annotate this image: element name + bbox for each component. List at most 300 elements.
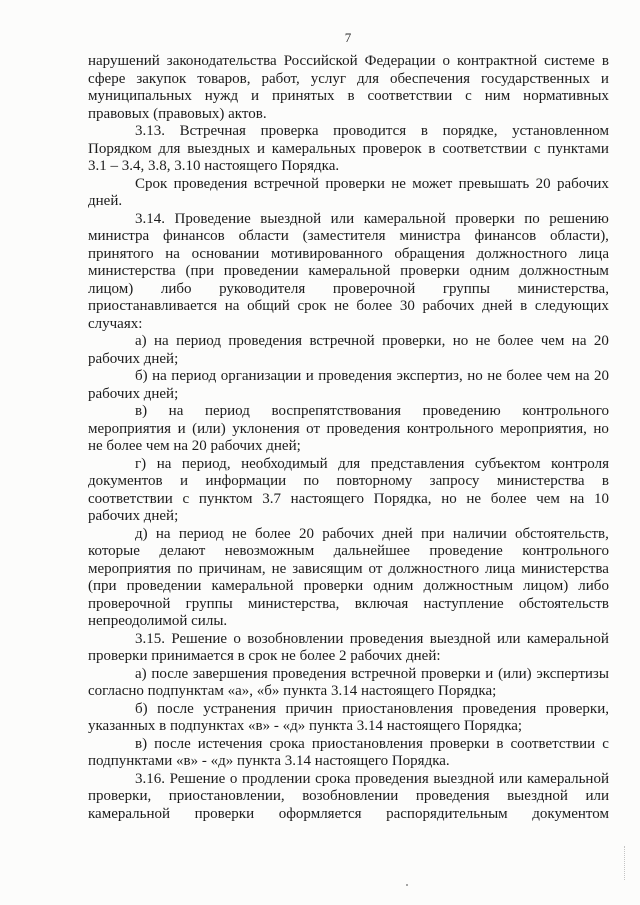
text-line: не более чем на 20 рабочих дней; xyxy=(88,438,301,454)
word: лица xyxy=(485,560,516,577)
word: камеральной xyxy=(526,770,609,787)
paragraph-3-15 xyxy=(88,631,609,666)
word: 20 xyxy=(535,175,551,192)
word: обращения xyxy=(394,245,465,262)
word: после xyxy=(157,700,194,717)
word: экспертизы xyxy=(536,665,609,682)
word: одним xyxy=(373,578,414,594)
word: (заместителя xyxy=(302,228,386,244)
word: на xyxy=(152,368,167,384)
word: по xyxy=(177,560,193,577)
word: проверки, xyxy=(88,788,152,804)
word: период xyxy=(204,403,250,419)
text-line: случаях: xyxy=(88,315,143,332)
word: в xyxy=(520,298,528,314)
word: камеральной xyxy=(363,210,446,227)
word: проверки xyxy=(303,578,364,594)
word: мероприятия xyxy=(88,560,172,577)
word: но xyxy=(441,490,457,507)
text-line xyxy=(88,281,609,299)
word: информации xyxy=(205,473,287,489)
word: финансов xyxy=(474,228,537,244)
word: принятого xyxy=(88,245,154,262)
word: проверки xyxy=(194,805,255,822)
word: для xyxy=(356,70,379,87)
word: не xyxy=(487,368,502,384)
word: Встречная xyxy=(179,123,246,139)
word: с xyxy=(533,140,541,157)
word: обстоятельств xyxy=(518,595,609,612)
text-line: рабочих дней; xyxy=(88,350,179,367)
text-line xyxy=(88,526,609,544)
text-line xyxy=(88,561,609,579)
word: камеральной xyxy=(526,630,609,647)
word: с xyxy=(602,735,609,752)
word: руководителя xyxy=(219,280,306,297)
word: возобновлении xyxy=(302,788,399,804)
word: 3.13. xyxy=(135,123,165,139)
word: наступление xyxy=(423,595,504,612)
text-line xyxy=(88,403,609,421)
word: для xyxy=(158,140,181,157)
word: не xyxy=(334,298,349,314)
text-line xyxy=(88,333,609,351)
paragraph-3-16 xyxy=(88,771,609,824)
word: встречной xyxy=(253,175,320,192)
word: выездной xyxy=(429,630,491,647)
text-line xyxy=(88,246,609,264)
word: от xyxy=(368,560,383,577)
paragraph-3-13-term xyxy=(88,176,609,211)
text-line: согласно подпунктам «а», «б» пункта 3.14 настоящего Порядка; xyxy=(88,683,497,699)
word: финансов xyxy=(163,228,225,244)
word: пунктом xyxy=(198,490,253,507)
item-3-14-d xyxy=(88,526,609,631)
word: превышать xyxy=(458,175,530,192)
word: б) xyxy=(135,700,148,717)
word: не xyxy=(391,175,406,192)
word: не xyxy=(466,490,482,507)
word: проведении xyxy=(126,578,202,594)
word: документов xyxy=(88,473,163,489)
word: муниципальных xyxy=(88,88,192,104)
word: проводится xyxy=(333,123,407,139)
word: пунктами xyxy=(547,140,609,157)
word: товаров, xyxy=(197,70,251,87)
text-line xyxy=(88,456,609,474)
word: для xyxy=(338,455,361,472)
word: о xyxy=(442,53,450,69)
word: (при xyxy=(88,578,117,594)
word: и xyxy=(256,140,265,157)
word: проверок xyxy=(362,140,422,157)
word: срока xyxy=(315,770,351,787)
word: сфере xyxy=(88,70,126,87)
word: необходимый xyxy=(241,455,328,472)
word: приостановления xyxy=(342,700,454,717)
word: наличии xyxy=(452,525,507,542)
word: соответствии xyxy=(510,735,596,752)
word: возобновлении xyxy=(247,630,344,647)
word: порядке, xyxy=(442,123,498,139)
word: невозможным xyxy=(224,543,315,559)
paragraph-3-14 xyxy=(88,211,609,334)
word: проведение xyxy=(429,543,503,559)
word: министра xyxy=(399,228,461,244)
word: проведения xyxy=(318,368,392,384)
word: (при xyxy=(185,263,215,279)
word: субъектом xyxy=(474,455,541,472)
word: министерства, xyxy=(517,280,609,297)
word: встречной xyxy=(351,665,417,682)
word: или xyxy=(496,630,521,647)
word: 30 xyxy=(399,298,415,314)
word: на xyxy=(156,455,172,472)
scan-margin-mark xyxy=(624,846,626,880)
word: контрольного xyxy=(522,403,609,419)
word: Порядком xyxy=(88,140,152,157)
word: должностным xyxy=(423,578,513,594)
word: 20 xyxy=(593,368,609,384)
word: камеральной xyxy=(88,805,171,822)
word: о xyxy=(233,630,241,647)
paragraph-3-13 xyxy=(88,123,609,176)
word: на xyxy=(569,490,585,507)
word: причин xyxy=(285,700,333,717)
text-line: проверки принимается в срок не более 2 рабочих дней: xyxy=(88,648,441,664)
word: проверки xyxy=(421,665,481,682)
word: и xyxy=(177,420,186,437)
word: 3.14. xyxy=(135,210,165,227)
word: может xyxy=(412,175,453,192)
word: в xyxy=(601,473,609,489)
word: проведению xyxy=(422,403,501,419)
word: на xyxy=(154,333,169,349)
scan-speck xyxy=(406,884,408,886)
word: должностного xyxy=(476,245,568,262)
word: более xyxy=(490,490,527,507)
text-line xyxy=(88,736,609,754)
word: проведения xyxy=(326,420,401,437)
document-body xyxy=(88,53,609,823)
word: г) xyxy=(135,455,147,472)
word: группы xyxy=(185,595,233,612)
word: следующих xyxy=(534,298,609,314)
word: приостановления xyxy=(311,735,423,752)
word: на xyxy=(168,403,184,419)
word: проверки xyxy=(429,735,490,752)
text-line xyxy=(88,806,609,824)
word: или xyxy=(498,770,523,787)
word: услуг xyxy=(310,70,346,87)
word: Срок xyxy=(135,175,168,192)
word: министерства xyxy=(88,263,176,279)
word: по xyxy=(524,210,540,227)
word: соответствии xyxy=(442,140,528,157)
word: период, xyxy=(181,455,231,472)
text-line xyxy=(88,88,609,106)
text-line: подпунктами «в» - «д» пункта 3.14 настоящего Порядка. xyxy=(88,753,450,769)
word: истечения xyxy=(197,735,263,752)
word: мероприятия xyxy=(88,420,172,437)
word: а) xyxy=(135,333,147,349)
text-line: непреодолимой силы. xyxy=(88,613,228,629)
text-line: 3.1 – 3.4, 3.8, 3.10 настоящего Порядка. xyxy=(88,158,340,174)
word: области xyxy=(238,228,289,244)
word: 20 xyxy=(298,525,314,542)
word: зависящим xyxy=(292,560,363,577)
text-line xyxy=(88,368,609,386)
word: на xyxy=(571,333,587,349)
item-3-15-v xyxy=(88,736,609,771)
word: обстоятельств, xyxy=(515,525,609,542)
word: от xyxy=(306,420,320,437)
word: Решение xyxy=(171,630,228,647)
word: продлении xyxy=(242,770,311,787)
word: и xyxy=(485,665,494,682)
word: проведения xyxy=(272,665,347,682)
word: не xyxy=(475,333,491,349)
text-line: рабочих дней; xyxy=(88,385,179,402)
word: ним xyxy=(484,88,511,104)
word: проведении xyxy=(223,263,299,279)
word: но xyxy=(467,368,483,384)
word: или xyxy=(585,788,609,804)
word: проверки xyxy=(325,175,385,192)
word: министерства xyxy=(496,473,585,489)
word: закупок xyxy=(136,70,187,87)
word: нарушений xyxy=(88,53,160,69)
word: но xyxy=(593,420,609,437)
word: оформляется xyxy=(278,805,362,822)
word: камеральной xyxy=(308,263,391,279)
word: экспертиз, xyxy=(396,368,463,384)
word: которые xyxy=(88,543,140,559)
text-line xyxy=(88,788,609,806)
word: распорядительным xyxy=(386,805,508,822)
word: встречной xyxy=(309,333,375,349)
word: на xyxy=(574,368,590,384)
word: приостанавливается xyxy=(88,298,218,314)
word: выездной xyxy=(260,210,322,227)
word: и xyxy=(251,88,260,104)
word: на xyxy=(165,245,180,262)
item-3-15-b xyxy=(88,701,609,736)
word: с xyxy=(465,88,472,104)
word: камеральной xyxy=(211,578,294,594)
word: 20 xyxy=(593,333,609,349)
text-line: указанных в подпунктах «в» - «д» пункта 3.14 настоящего Порядка; xyxy=(88,718,523,734)
word: рабочих xyxy=(556,175,609,192)
word: рабочих xyxy=(422,298,475,314)
word: причинам, xyxy=(198,560,266,577)
word: повторному xyxy=(336,473,413,489)
word: нормативных xyxy=(523,88,609,104)
word: одним xyxy=(469,263,510,279)
word: проверочной xyxy=(88,595,171,612)
word: либо xyxy=(160,280,192,297)
word: при xyxy=(421,525,445,542)
item-3-14-g xyxy=(88,456,609,526)
word: рабочих xyxy=(322,525,375,542)
word: д) xyxy=(135,525,148,542)
word: государственных xyxy=(480,70,590,87)
word: запросу xyxy=(429,473,480,489)
word: в xyxy=(428,140,436,157)
word: в xyxy=(420,123,428,139)
word: период xyxy=(178,525,224,542)
word: в xyxy=(601,53,609,69)
text-line xyxy=(88,53,609,71)
item-3-14-v xyxy=(88,403,609,456)
text-line xyxy=(88,263,609,281)
word: (или) xyxy=(192,420,226,437)
text-line xyxy=(88,631,609,649)
text-line xyxy=(88,123,609,141)
word: решению xyxy=(549,210,609,227)
word: уклонения xyxy=(232,420,300,437)
word: после xyxy=(151,665,189,682)
text-line xyxy=(88,71,609,89)
word: 3.16. xyxy=(135,770,165,787)
text-line xyxy=(88,421,609,439)
word: после xyxy=(154,735,191,752)
text-line xyxy=(88,141,609,159)
word: проверка xyxy=(260,123,319,139)
word: выездных xyxy=(187,140,251,157)
word: проверки, xyxy=(382,333,446,349)
word: проверки xyxy=(400,263,460,279)
word: министра xyxy=(88,228,150,244)
word: законодательства xyxy=(166,53,277,69)
word: лицом) xyxy=(88,280,134,297)
word: группы xyxy=(442,280,490,297)
word: настоящего xyxy=(290,490,364,507)
word: а) xyxy=(135,665,147,682)
word: срока xyxy=(269,735,305,752)
word: соответствии xyxy=(88,490,173,507)
word: лица xyxy=(578,245,609,262)
word: установленном xyxy=(512,123,609,139)
word: чем xyxy=(540,333,565,349)
word: проверки, xyxy=(545,700,609,717)
word: системе xyxy=(544,53,595,69)
word: выездной xyxy=(507,788,568,804)
text-line xyxy=(88,228,609,246)
word: принятых xyxy=(271,88,335,104)
word: или xyxy=(330,210,355,227)
word: работ, xyxy=(261,70,300,87)
word: более xyxy=(506,368,543,384)
text-line xyxy=(88,666,609,684)
word: Проведение xyxy=(174,210,251,227)
word: устранения xyxy=(203,700,276,717)
text-line xyxy=(88,771,609,789)
word: Решение xyxy=(169,770,226,787)
word: контрактной xyxy=(456,53,538,69)
paragraph-continuation xyxy=(88,53,609,123)
word: Порядка, xyxy=(373,490,432,507)
text-line xyxy=(88,596,609,614)
word: более xyxy=(497,333,534,349)
text-line xyxy=(88,211,609,229)
word: министерства xyxy=(521,560,609,577)
word: и xyxy=(305,368,314,384)
word: на xyxy=(155,525,171,542)
item-3-14-a xyxy=(88,333,609,368)
text-line xyxy=(88,298,609,316)
word: период xyxy=(171,368,217,384)
word: в xyxy=(496,735,504,752)
page-number: 7 xyxy=(344,30,352,45)
word: чем xyxy=(546,368,571,384)
word: (или) xyxy=(498,665,532,682)
word: не xyxy=(271,560,287,577)
word: представления xyxy=(370,455,465,472)
word: камеральных xyxy=(271,140,356,157)
word: проверки xyxy=(455,210,515,227)
word: в xyxy=(347,88,355,104)
word: срок xyxy=(297,298,327,314)
word: чем xyxy=(536,490,560,507)
word: Российской xyxy=(283,53,358,69)
word: проверочной xyxy=(332,280,416,297)
text-line xyxy=(88,176,609,194)
word: и xyxy=(180,473,189,489)
word: проведения xyxy=(415,788,490,804)
text-line xyxy=(88,473,609,491)
word: включая xyxy=(354,595,409,612)
item-3-14-b xyxy=(88,368,609,403)
word: завершения xyxy=(192,665,268,682)
word: более xyxy=(254,525,291,542)
text-line: дней. xyxy=(88,193,123,209)
word: организации xyxy=(220,368,302,384)
word: основании xyxy=(191,245,260,262)
word: контрольного xyxy=(522,543,609,559)
word: на xyxy=(224,298,240,314)
word: контрольного xyxy=(406,420,494,437)
word: мероприятия, xyxy=(500,420,587,437)
word: Федерации xyxy=(364,53,436,69)
word: дней xyxy=(382,525,413,542)
word: но xyxy=(452,333,469,349)
word: общий xyxy=(247,298,290,314)
word: проведения xyxy=(173,175,248,192)
word: либо xyxy=(578,578,609,594)
word: дней xyxy=(482,298,513,314)
word: о xyxy=(229,770,238,787)
word: должностного xyxy=(388,560,480,577)
word: в) xyxy=(135,403,148,419)
word: проведения xyxy=(462,700,537,717)
text-line xyxy=(88,543,609,561)
word: проведения xyxy=(228,333,303,349)
word: документом xyxy=(532,805,609,822)
item-3-15-a xyxy=(88,666,609,701)
word: 3.15. xyxy=(135,630,165,647)
text-line xyxy=(88,491,609,509)
word: б) xyxy=(135,368,148,384)
text-line: правовых (правовых) актов. xyxy=(88,105,267,122)
word: по xyxy=(303,473,320,489)
word: с xyxy=(182,490,190,507)
word: дальнейшее xyxy=(333,543,410,559)
word: министерства, xyxy=(247,595,340,612)
word: нужд xyxy=(204,88,239,104)
word: области), xyxy=(550,228,609,244)
word: делают xyxy=(159,543,206,559)
